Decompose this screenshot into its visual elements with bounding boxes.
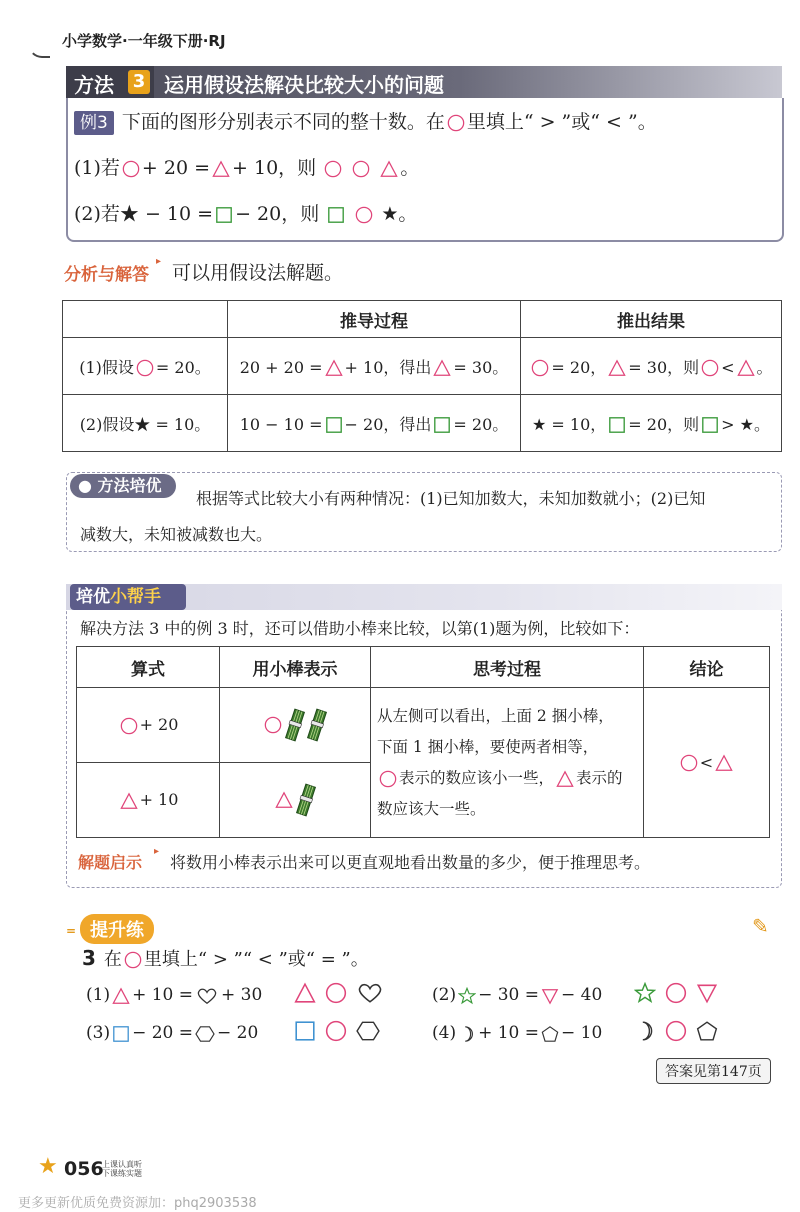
- hint-label: 解题启示: [78, 853, 143, 872]
- triangle-icon: [112, 987, 130, 1005]
- pentagon-icon: [541, 1025, 559, 1043]
- method-title: 运用假设法解决比较大小的问题: [164, 73, 444, 97]
- table1-header-result: 推出结果: [521, 301, 782, 338]
- down-triangle-icon: [696, 982, 718, 1004]
- example-q1: [74, 154, 419, 182]
- table2-cell: [220, 763, 371, 838]
- practice-answer-4: [632, 1020, 720, 1042]
- table2-header-conclusion: 结论: [644, 647, 770, 688]
- practice-dash-icon: =: [66, 924, 77, 938]
- method-tip-label: ● 方法培优: [70, 474, 176, 498]
- table2-header-sticks: 用小棒表示: [220, 647, 371, 688]
- table2-cell: + 10: [77, 763, 220, 838]
- pentagon-icon: [696, 1020, 718, 1042]
- method-tip-line2: 减数大，未知被减数也大。: [80, 525, 273, 544]
- moon-icon: [458, 1025, 476, 1043]
- practice-answer-3: [292, 1020, 382, 1042]
- blue-square-icon: [294, 1020, 316, 1042]
- answer-circle-blank[interactable]: [325, 1020, 347, 1042]
- circle-answer-blank[interactable]: [355, 206, 373, 224]
- triangle-icon: [294, 982, 316, 1004]
- method-number: 3: [128, 70, 150, 94]
- page-corner-decoration: [28, 0, 50, 58]
- sticks-table: [76, 646, 770, 838]
- down-triangle-icon: [541, 987, 559, 1005]
- analysis-label: 分析与解答: [64, 265, 149, 285]
- q1-label: (1)若: [74, 157, 120, 179]
- table1-cell: 10 − 10 = − 20，得出 = 20。: [228, 395, 521, 452]
- arrow-mark-icon: ▸: [154, 846, 160, 857]
- watermark: 更多更新优质免费资源加：phq2903538: [18, 1196, 257, 1211]
- analysis-text: 可以用假设法解题。: [172, 262, 344, 284]
- q1-period: 。: [400, 157, 420, 179]
- table1-header-empty: [63, 301, 228, 338]
- answer-reference[interactable]: 答案见第147页: [656, 1058, 771, 1084]
- triangle-icon: [275, 791, 293, 809]
- table2-header-thinking: 思考过程: [371, 647, 644, 688]
- square-icon: [327, 206, 345, 224]
- blue-square-icon: [112, 1025, 130, 1043]
- footer-slogan: 上课认真听 下课练实题: [102, 1160, 142, 1178]
- table1-cell: (1)假设 = 20。: [63, 338, 228, 395]
- table-row: [63, 338, 782, 395]
- circle-icon: [264, 716, 282, 734]
- thinking-cell: 从左侧可以看出，上面 2 捆小棒， 下面 1 捆小棒，要使两者相等， 表示的数应该小一些， 表示的 数应该大一些。: [371, 688, 644, 838]
- conclusion-cell: <: [644, 688, 770, 838]
- heart-icon: [356, 982, 384, 1004]
- practice-item-1: (1) + 10 = + 30: [86, 985, 263, 1005]
- helper-intro: 解决方法 3 中的例 3 时，还可以借助小棒来比较，以第(1)题为例，比较如下：: [80, 619, 640, 638]
- circle-icon: [447, 114, 465, 132]
- derivation-table: [62, 300, 782, 452]
- table2-cell: [220, 688, 371, 763]
- circle-icon: [122, 160, 140, 178]
- practice-item-2: (2) − 30 = − 40: [432, 985, 603, 1005]
- practice-answer-2: [632, 982, 720, 1004]
- table1-cell: = 20， = 30，则 < 。: [521, 338, 782, 395]
- practice-item-4: (4) + 10 = − 10: [432, 1023, 603, 1043]
- practice-label: 提升练: [80, 914, 154, 944]
- example-q2: [74, 200, 417, 228]
- triangle-icon: [212, 160, 230, 178]
- arrow-mark-icon: ▸: [156, 256, 162, 267]
- answer-circle-blank[interactable]: [665, 1020, 687, 1042]
- method-tag-label: 方法: [74, 73, 114, 97]
- page-number: 056: [64, 1158, 104, 1180]
- table1-cell: 20 + 20 = + 10，得出 = 30。: [228, 338, 521, 395]
- hint-text: 将数用小棒表示出来可以更直观地看出数量的多少，便于推理思考。: [170, 853, 651, 872]
- q2-label: (2)若★ − 10 =: [74, 203, 214, 225]
- hexagon-icon: [356, 1020, 380, 1042]
- square-icon: [215, 206, 233, 224]
- example-text: 下面的图形分别表示不同的整十数。在: [121, 111, 445, 133]
- circle-answer-blank[interactable]: [352, 160, 370, 178]
- table-row: [63, 395, 782, 452]
- example-badge: 例3: [74, 111, 114, 135]
- running-header: 小学数学·一年级下册·RJ: [62, 32, 226, 50]
- heart-icon: [195, 987, 219, 1005]
- table2-header-expr: 算式: [77, 647, 220, 688]
- q1-mid1: + 20 =: [141, 157, 211, 179]
- answer-circle-blank[interactable]: [325, 982, 347, 1004]
- helper-label: 培优小帮手: [70, 584, 186, 610]
- circle-icon: [324, 160, 342, 178]
- table1-cell: ★ = 10， = 20，则 > ★。: [521, 395, 782, 452]
- practice-answer-1: [292, 982, 386, 1004]
- hexagon-icon: [195, 1025, 215, 1043]
- table2-cell: + 20: [77, 688, 220, 763]
- practice-number: 3: [82, 946, 96, 970]
- stick-bundle-icon: [306, 708, 328, 742]
- moon-icon: [634, 1020, 656, 1042]
- table1-header-derivation: 推导过程: [228, 301, 521, 338]
- practice-item-3: (3) − 20 = − 20: [86, 1023, 259, 1043]
- method-tip-line1: 根据等式比较大小有两种情况：(1)已知加数大，未知加数就小；(2)已知: [196, 489, 706, 508]
- star-icon: [634, 982, 656, 1004]
- star-icon: [458, 987, 476, 1005]
- stick-bundle-icon: [284, 708, 306, 742]
- pencil-icon: ✎: [752, 914, 769, 938]
- star-mascot-icon: ★: [38, 1154, 58, 1179]
- table-row: [77, 688, 770, 763]
- q1-mid2: + 10，则: [232, 157, 317, 179]
- q2-star-period: ★。: [381, 203, 418, 225]
- stick-bundle-icon: [295, 783, 317, 817]
- q2-mid1: − 20，则: [235, 203, 320, 225]
- triangle-icon: [380, 160, 398, 178]
- example-text-2: 里填上“ > ”或“ < ”。: [466, 111, 657, 133]
- example-statement: [74, 108, 657, 136]
- practice-instruction: 3 在 里填上“ > ”“ < ”或“ = ”。: [82, 946, 369, 970]
- table1-cell: (2)假设★ = 10。: [63, 395, 228, 452]
- answer-circle-blank[interactable]: [665, 982, 687, 1004]
